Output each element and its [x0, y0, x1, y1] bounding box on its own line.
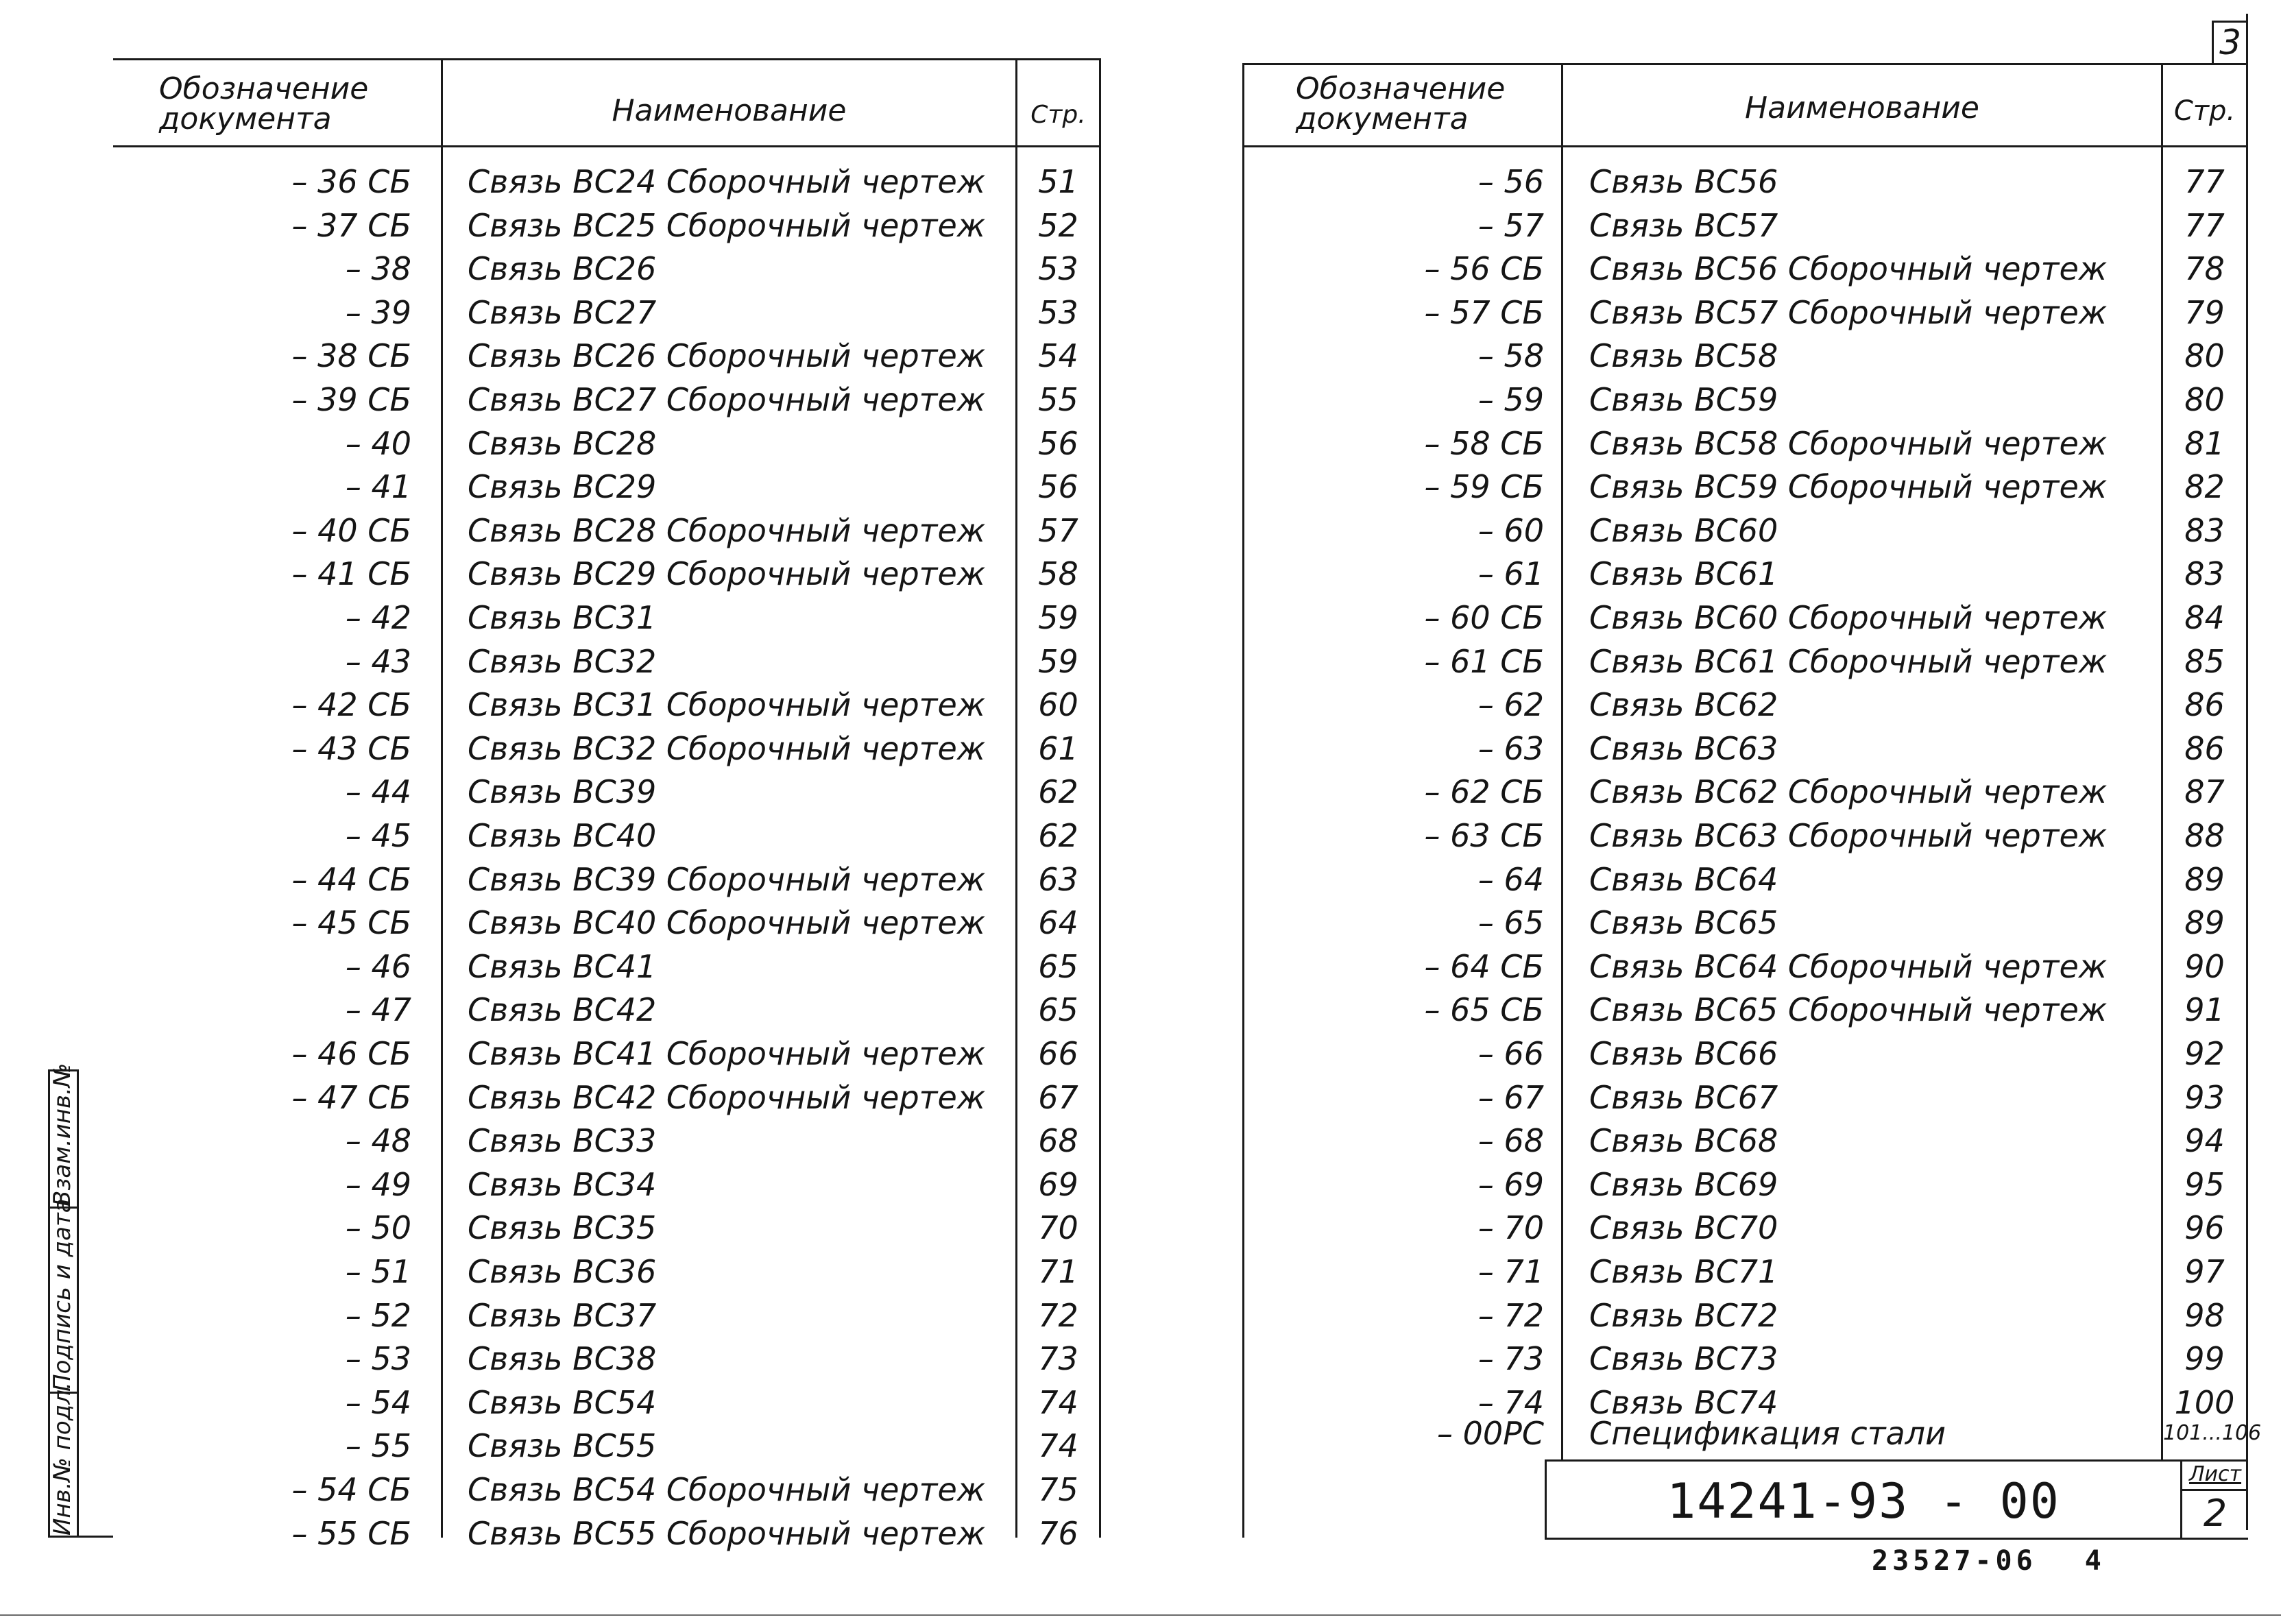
page-number: 91	[2184, 991, 2225, 1029]
page-number: 94	[2184, 1122, 2225, 1160]
document-code: – 62	[1477, 686, 1544, 724]
item-name: Связь ВС70	[1589, 1209, 1778, 1247]
header-underline-left	[113, 145, 1099, 147]
page-number: 57	[1038, 511, 1078, 549]
item-name: Связь ВС28 Сборочный чертеж	[468, 511, 986, 549]
document-code: – 00РС	[1436, 1415, 1544, 1452]
archive-number	[1872, 1542, 2105, 1579]
item-name: Связь ВС32 Сборочный чертеж	[468, 729, 986, 767]
side-stamp-bottom-line	[48, 1536, 113, 1538]
right-table-row	[0, 596, 2281, 639]
item-name: Связь ВС29 Сборочный чертеж	[468, 555, 986, 593]
page-number: 92	[2184, 1035, 2225, 1072]
document-code: – 63 СБ	[1424, 817, 1544, 854]
right-table-row	[0, 1163, 2281, 1206]
page-number: 51	[1038, 163, 1078, 200]
document-code: – 73	[1477, 1340, 1544, 1378]
document-code: – 65	[1477, 904, 1544, 942]
item-name: Связь ВС68	[1589, 1122, 1778, 1160]
item-name: Связь ВС66	[1589, 1035, 1778, 1072]
item-name: Связь ВС59	[1589, 381, 1778, 418]
item-name: Связь ВС57	[1589, 206, 1778, 244]
right-table-row	[0, 945, 2281, 988]
document-code: – 49	[345, 1165, 411, 1203]
right-table-row	[0, 553, 2281, 595]
right-table-row	[0, 683, 2281, 726]
right-table-row	[0, 465, 2281, 508]
document-code: – 56	[1477, 163, 1544, 200]
document-code: – 72	[1477, 1296, 1544, 1334]
item-name: Связь ВС24 Сборочный чертеж	[468, 163, 986, 200]
page-number: 71	[1038, 1253, 1078, 1290]
side-stamp-signature-date: Подпись и дата	[49, 1198, 76, 1392]
item-name: Связь ВС31	[468, 599, 657, 636]
right-table-row	[0, 1032, 2281, 1075]
document-code: – 56 СБ	[1424, 250, 1544, 288]
page-number: 73	[1038, 1340, 1078, 1378]
page-number: 96	[2184, 1209, 2225, 1247]
page-number: 80	[2184, 381, 2225, 418]
item-name: Связь ВС55 Сборочный чертеж	[468, 1514, 986, 1552]
document-code: – 45	[345, 817, 411, 854]
page-number: 75	[1038, 1471, 1078, 1508]
page-number: 93	[2184, 1078, 2225, 1116]
document-code: – 71	[1477, 1253, 1544, 1290]
document-code: – 39 СБ	[291, 381, 411, 418]
item-name: Связь ВС57 Сборочный чертеж	[1589, 293, 2108, 331]
side-stamp-mid-line	[77, 1069, 79, 1538]
corner-sheet-number: 3	[2219, 23, 2241, 62]
document-code: – 55	[345, 1427, 411, 1465]
page-number: 95	[2184, 1165, 2225, 1203]
right-table-row	[0, 1337, 2281, 1380]
page-number: 77	[2184, 163, 2225, 200]
archive-number-suffix: 4	[2084, 1545, 2105, 1577]
document-code: – 61 СБ	[1424, 642, 1544, 680]
page-number: 85	[2184, 642, 2225, 680]
item-name: Связь ВС31 Сборочный чертеж	[468, 686, 986, 724]
document-code: – 40 СБ	[291, 511, 411, 549]
item-name: Связь ВС54 Сборочный чертеж	[468, 1471, 986, 1508]
document-code: – 38 СБ	[291, 337, 411, 375]
document-code: – 47 СБ	[291, 1078, 411, 1116]
right-table-row	[0, 814, 2281, 857]
item-name: Связь ВС35	[468, 1209, 657, 1247]
document-code: – 67	[1477, 1078, 1544, 1116]
right-table-row	[0, 901, 2281, 944]
side-stamp-replaces-inv: Взам.инв.№	[49, 1063, 76, 1207]
page-number: 53	[1038, 250, 1078, 288]
page-number: 83	[2184, 511, 2225, 549]
document-code: – 60 СБ	[1424, 599, 1544, 636]
item-name: Связь ВС27 Сборочный чертеж	[468, 381, 986, 418]
item-name: Связь ВС74	[1589, 1383, 1778, 1421]
right-header-name: Наименование	[1745, 90, 1979, 125]
page-number: 54	[1038, 337, 1078, 375]
item-name: Связь ВС69	[1589, 1165, 1778, 1203]
page-number: 59	[1038, 599, 1078, 636]
page-number: 64	[1038, 904, 1078, 942]
stamp-sheet-number: 2	[2203, 1492, 2228, 1535]
item-name: Связь ВС38	[468, 1340, 657, 1378]
page-number: 99	[2184, 1340, 2225, 1378]
document-code: – 43 СБ	[291, 729, 411, 767]
item-name: Связь ВС56	[1589, 163, 1778, 200]
page-number: 52	[1038, 206, 1078, 244]
item-name: Связь ВС72	[1589, 1296, 1778, 1334]
document-code: – 52	[345, 1296, 411, 1334]
document-code: – 64 СБ	[1424, 947, 1544, 985]
right-table-row	[0, 1207, 2281, 1249]
page-number: 63	[1038, 860, 1078, 898]
page-number: 66	[1038, 1035, 1078, 1072]
page-number: 55	[1038, 381, 1078, 418]
document-code: – 41 СБ	[291, 555, 411, 593]
item-name: Связь ВС37	[468, 1296, 657, 1334]
item-name: Связь ВС41 Сборочный чертеж	[468, 1035, 986, 1072]
page-number: 56	[1038, 468, 1078, 506]
item-name: Связь ВС34	[468, 1165, 657, 1203]
stamp-top-line	[1545, 1459, 2248, 1462]
page-number: 97	[2184, 1253, 2225, 1290]
page-number: 53	[1038, 293, 1078, 331]
right-table-row	[0, 1119, 2281, 1162]
page-number: 58	[1038, 555, 1078, 593]
document-code: – 59	[1477, 381, 1544, 418]
document-code: – 59 СБ	[1424, 468, 1544, 506]
document-code: – 69	[1477, 1165, 1544, 1203]
item-name: Связь ВС25 Сборочный чертеж	[468, 206, 986, 244]
document-code: – 46 СБ	[291, 1035, 411, 1072]
document-code: – 57 СБ	[1424, 293, 1544, 331]
stamp-document-code: 14241-93 - 00	[1667, 1473, 2060, 1529]
document-code: – 57	[1477, 206, 1544, 244]
right-table-row	[0, 422, 2281, 465]
item-name: Связь ВС73	[1589, 1340, 1778, 1378]
right-table-row	[0, 1076, 2281, 1119]
page-number: 100	[2174, 1383, 2235, 1421]
page-number: 78	[2184, 250, 2225, 288]
page-number: 65	[1038, 991, 1078, 1029]
page-number: 72	[1038, 1296, 1078, 1334]
item-name: Связь ВС62	[1589, 686, 1778, 724]
right-table-row	[0, 727, 2281, 770]
item-name: Связь ВС42 Сборочный чертеж	[468, 1078, 986, 1116]
item-name: Связь ВС26	[468, 250, 657, 288]
document-code: – 43	[345, 642, 411, 680]
item-name: Связь ВС56 Сборочный чертеж	[1589, 250, 2108, 288]
page-number: 80	[2184, 337, 2225, 375]
right-table-row	[0, 771, 2281, 813]
page-number: 62	[1038, 773, 1078, 811]
page-number: 89	[2184, 860, 2225, 898]
right-table-row	[0, 378, 2281, 421]
page-number: 86	[2184, 729, 2225, 767]
item-name: Связь ВС61	[1589, 555, 1778, 593]
document-code: – 44 СБ	[291, 860, 411, 898]
page-number: 61	[1038, 729, 1078, 767]
item-name: Спецификация стали	[1589, 1415, 1946, 1452]
side-stamp-inv-no: Инв.№ подл.	[49, 1382, 76, 1536]
right-table-row	[0, 291, 2281, 334]
page-number: 83	[2184, 555, 2225, 593]
page-number: 59	[1038, 642, 1078, 680]
item-name: Связь ВС41	[468, 947, 657, 985]
item-name: Связь ВС32	[468, 642, 657, 680]
document-code: – 38	[345, 250, 411, 288]
item-name: Связь ВС65 Сборочный чертеж	[1589, 991, 2108, 1029]
page-number: 60	[1038, 686, 1078, 724]
document-code: – 47	[345, 991, 411, 1029]
item-name: Связь ВС60 Сборочный чертеж	[1589, 599, 2108, 636]
document-code: – 37 СБ	[291, 206, 411, 244]
document-code: – 53	[345, 1340, 411, 1378]
table-top-border	[113, 58, 1099, 60]
item-name: Связь ВС58	[1589, 337, 1778, 375]
item-name: Связь ВС40 Сборочный чертеж	[468, 904, 986, 942]
item-name: Связь ВС71	[1589, 1253, 1778, 1290]
item-name: Связь ВС64	[1589, 860, 1778, 898]
header-underline-right	[1242, 145, 2248, 147]
item-name: Связь ВС26 Сборочный чертеж	[468, 337, 986, 375]
page-number: 89	[2184, 904, 2225, 942]
item-name: Связь ВС54	[468, 1383, 657, 1421]
item-name: Связь ВС33	[468, 1122, 657, 1160]
item-name: Связь ВС60	[1589, 511, 1778, 549]
page-number: 62	[1038, 817, 1078, 854]
page-number: 84	[2184, 599, 2225, 636]
left-header-name: Наименование	[612, 93, 847, 128]
page-number: 74	[1038, 1427, 1078, 1465]
right-table-row	[0, 335, 2281, 377]
sheet-bottom-border	[0, 1614, 2281, 1616]
item-name: Связь ВС55	[468, 1427, 657, 1465]
stamp-bottom-line	[1545, 1538, 2248, 1540]
page-number: 68	[1038, 1122, 1078, 1160]
document-code: – 65 СБ	[1424, 991, 1544, 1029]
page-number: 88	[2184, 817, 2225, 854]
item-name: Связь ВС63 Сборочный чертеж	[1589, 817, 2108, 854]
document-code: – 61	[1477, 555, 1544, 593]
document-code: – 45 СБ	[291, 904, 411, 942]
document-code: – 50	[345, 1209, 411, 1247]
page-number: 81	[2184, 424, 2225, 462]
document-code: – 42	[345, 599, 411, 636]
item-name: Связь ВС39 Сборочный чертеж	[468, 860, 986, 898]
page-number: 87	[2184, 773, 2225, 811]
document-code: – 64	[1477, 860, 1544, 898]
page-number: 77	[2184, 206, 2225, 244]
document-code: – 74	[1477, 1383, 1544, 1421]
document-code: – 60	[1477, 511, 1544, 549]
document-code: – 68	[1477, 1122, 1544, 1160]
item-name: Связь ВС28	[468, 424, 657, 462]
archive-number-main: 23527-06	[1872, 1545, 2037, 1577]
item-name: Связь ВС29	[468, 468, 657, 506]
right-table-row	[0, 858, 2281, 901]
page-number: 86	[2184, 686, 2225, 724]
page-number: 90	[2184, 947, 2225, 985]
item-name: Связь ВС61 Сборочный чертеж	[1589, 642, 2108, 680]
item-name: Связь ВС58 Сборочный чертеж	[1589, 424, 2108, 462]
document-code: – 63	[1477, 729, 1544, 767]
right-table-row	[0, 989, 2281, 1031]
page-number: 56	[1038, 424, 1078, 462]
page-number: 70	[1038, 1209, 1078, 1247]
stamp-sheet-label: Лист	[2188, 1462, 2242, 1486]
document-code: – 51	[345, 1253, 411, 1290]
item-name: Связь ВС59 Сборочный чертеж	[1589, 468, 2108, 506]
document-code: – 44	[345, 773, 411, 811]
item-name: Связь ВС64 Сборочный чертеж	[1589, 947, 2108, 985]
document-code: – 66	[1477, 1035, 1544, 1072]
page-number: 101...106	[2163, 1421, 2262, 1445]
corner-box-left	[2212, 21, 2214, 63]
right-header-designation: Обозначение документа	[1296, 71, 1506, 136]
right-table-row	[0, 640, 2281, 683]
right-table-row	[0, 509, 2281, 552]
page-number: 69	[1038, 1165, 1078, 1203]
item-name: Связь ВС62 Сборочный чертеж	[1589, 773, 2108, 811]
right-table-row	[0, 160, 2281, 203]
document-code: – 70	[1477, 1209, 1544, 1247]
document-code: – 58	[1477, 337, 1544, 375]
page-number: 74	[1038, 1383, 1078, 1421]
right-table-row	[0, 1250, 2281, 1293]
document-code: – 40	[345, 424, 411, 462]
page-number: 79	[2184, 293, 2225, 331]
item-name: Связь ВС63	[1589, 729, 1778, 767]
document-code: – 48	[345, 1122, 411, 1160]
item-name: Связь ВС36	[468, 1253, 657, 1290]
document-code: – 58 СБ	[1424, 424, 1544, 462]
left-header-designation: Обозначение документа	[159, 71, 369, 136]
document-code: – 36 СБ	[291, 163, 411, 200]
item-name: Связь ВС39	[468, 773, 657, 811]
document-code: – 39	[345, 293, 411, 331]
document-code: – 54	[345, 1383, 411, 1421]
item-name: Связь ВС42	[468, 991, 657, 1029]
item-name: Связь ВС65	[1589, 904, 1778, 942]
page-number: 98	[2184, 1296, 2225, 1334]
document-code: – 46	[345, 947, 411, 985]
document-code: – 54 СБ	[291, 1471, 411, 1508]
page-number: 67	[1038, 1078, 1078, 1116]
document-code: – 62 СБ	[1424, 773, 1544, 811]
item-name: Связь ВС67	[1589, 1078, 1778, 1116]
right-table-row	[0, 1294, 2281, 1337]
right-table-row	[0, 204, 2281, 247]
page-number: 65	[1038, 947, 1078, 985]
document-code: – 41	[345, 468, 411, 506]
item-name: Связь ВС40	[468, 817, 657, 854]
item-name: Связь ВС27	[468, 293, 657, 331]
document-code: – 42 СБ	[291, 686, 411, 724]
right-table-row	[0, 247, 2281, 290]
table-top-border-right	[1242, 63, 2248, 65]
page-number: 76	[1038, 1514, 1078, 1552]
right-table-row	[0, 1412, 2281, 1455]
right-header-page: Стр.	[2173, 95, 2236, 127]
document-code: – 55 СБ	[291, 1514, 411, 1552]
page-number: 82	[2184, 468, 2225, 506]
left-header-page: Стр.	[1030, 101, 1086, 129]
